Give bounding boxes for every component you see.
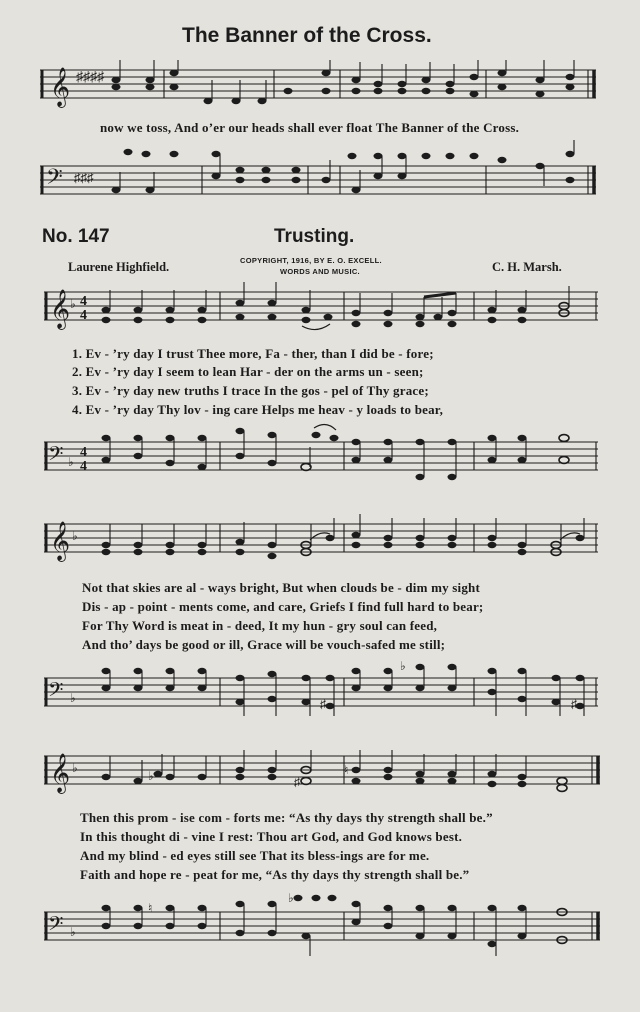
hymn-number: No. 147: [42, 226, 110, 247]
system-1-verse-4: 4. Ev - ’ry day Thy lov - ing care Helps me heav - y loads to bear,: [72, 402, 444, 417]
svg-text:♯♯♯♯: ♯♯♯♯: [76, 70, 104, 85]
svg-text:𝄞: 𝄞: [50, 291, 71, 328]
svg-text:♭: ♭: [288, 891, 294, 905]
system-3-treble-staff: [44, 744, 600, 808]
svg-text:𝄢: 𝄢: [48, 914, 64, 940]
svg-text:♭: ♭: [148, 769, 154, 783]
svg-text:𝄞: 𝄞: [50, 523, 71, 560]
svg-text:♭: ♭: [70, 925, 76, 939]
system-1-verse-2: 2. Ev - ’ry day I seem to lean Har - der on the arms un - seen;: [72, 364, 424, 379]
system-2-bass-staff: [44, 656, 600, 726]
system-3-verse-3: And my blind - ed eyes still see That its bless-ings are for me.: [80, 848, 430, 863]
svg-text:♭: ♭: [70, 297, 76, 311]
system-2-verse-1: Not that skies are al - ways bright, But when clouds be - dim my sight: [82, 580, 481, 595]
system-1-verse-3: 3. Ev - ’ry day new truths I trace In the gos - pel of Thy grace;: [72, 383, 429, 398]
svg-text:♮: ♮: [344, 763, 349, 777]
svg-text:♭: ♭: [70, 691, 76, 705]
svg-text:4: 4: [80, 445, 87, 460]
prev-hymn-lyric: now we toss, And o’er our heads shall ever float The Banner of the Cross.: [100, 120, 520, 135]
svg-text:♮: ♮: [148, 901, 153, 915]
system-3-verse-1: Then this prom - ise com - forts me: “As thy days thy strength shall be.”: [80, 810, 493, 825]
svg-text:♭: ♭: [72, 529, 78, 543]
svg-text:𝄢: 𝄢: [48, 680, 64, 706]
svg-text:𝄞: 𝄞: [50, 755, 71, 792]
copyright-line-2: WORDS AND MUSIC.: [280, 267, 360, 276]
svg-text:♯♯♯: ♯♯♯: [74, 170, 94, 185]
prev-bass-staff: [40, 140, 600, 200]
svg-text:4: 4: [80, 459, 87, 474]
svg-text:4: 4: [80, 294, 87, 309]
hymn-author: Laurene Highfield.: [68, 260, 170, 274]
system-2-verse-2: Dis - ap - point - ments come, and care, Griefs I find full hard to bear;: [82, 599, 484, 614]
svg-text:𝄞: 𝄞: [50, 67, 71, 107]
svg-text:♯: ♯: [320, 697, 326, 711]
copyright-line-1: COPYRIGHT, 1916, BY E. O. EXCELL.: [240, 256, 382, 265]
svg-text:4: 4: [80, 308, 87, 323]
system-3-verse-4: Faith and hope re - peat for me, “As thy days thy strength shall be.”: [80, 867, 470, 882]
prev-hymn-title: The Banner of the Cross.: [182, 24, 432, 47]
svg-text:♭: ♭: [400, 659, 406, 673]
svg-text:♯: ♯: [571, 697, 577, 711]
system-3-verse-2: In this thought di - vine I rest: Thou art God, and God knows best.: [80, 829, 463, 844]
system-2-verse-3: For Thy Word is meat in - deed, It my hun - gry soul can feed,: [82, 618, 438, 633]
svg-text:𝄢: 𝄢: [48, 444, 64, 470]
system-2-verse-4: And tho’ days be good or ill, Grace will be vouch-safed me still;: [82, 637, 446, 652]
hymn-title: Trusting.: [274, 226, 355, 247]
system-1-treble-staff: [44, 280, 600, 344]
system-1-verse-1: 1. Ev - ’ry day I trust Thee more, Fa - ther, than I did be - fore;: [72, 346, 434, 361]
svg-text:♯: ♯: [294, 775, 300, 789]
system-2-treble-staff: [44, 510, 600, 574]
svg-text:𝄢: 𝄢: [46, 165, 63, 194]
svg-text:♭: ♭: [72, 761, 78, 775]
svg-text:♭: ♭: [68, 455, 74, 469]
system-3-bass-staff: [44, 886, 600, 962]
hymn-composer: C. H. Marsh.: [492, 260, 562, 274]
prev-treble-staff: [40, 60, 600, 110]
system-1-bass-staff: [44, 420, 600, 490]
